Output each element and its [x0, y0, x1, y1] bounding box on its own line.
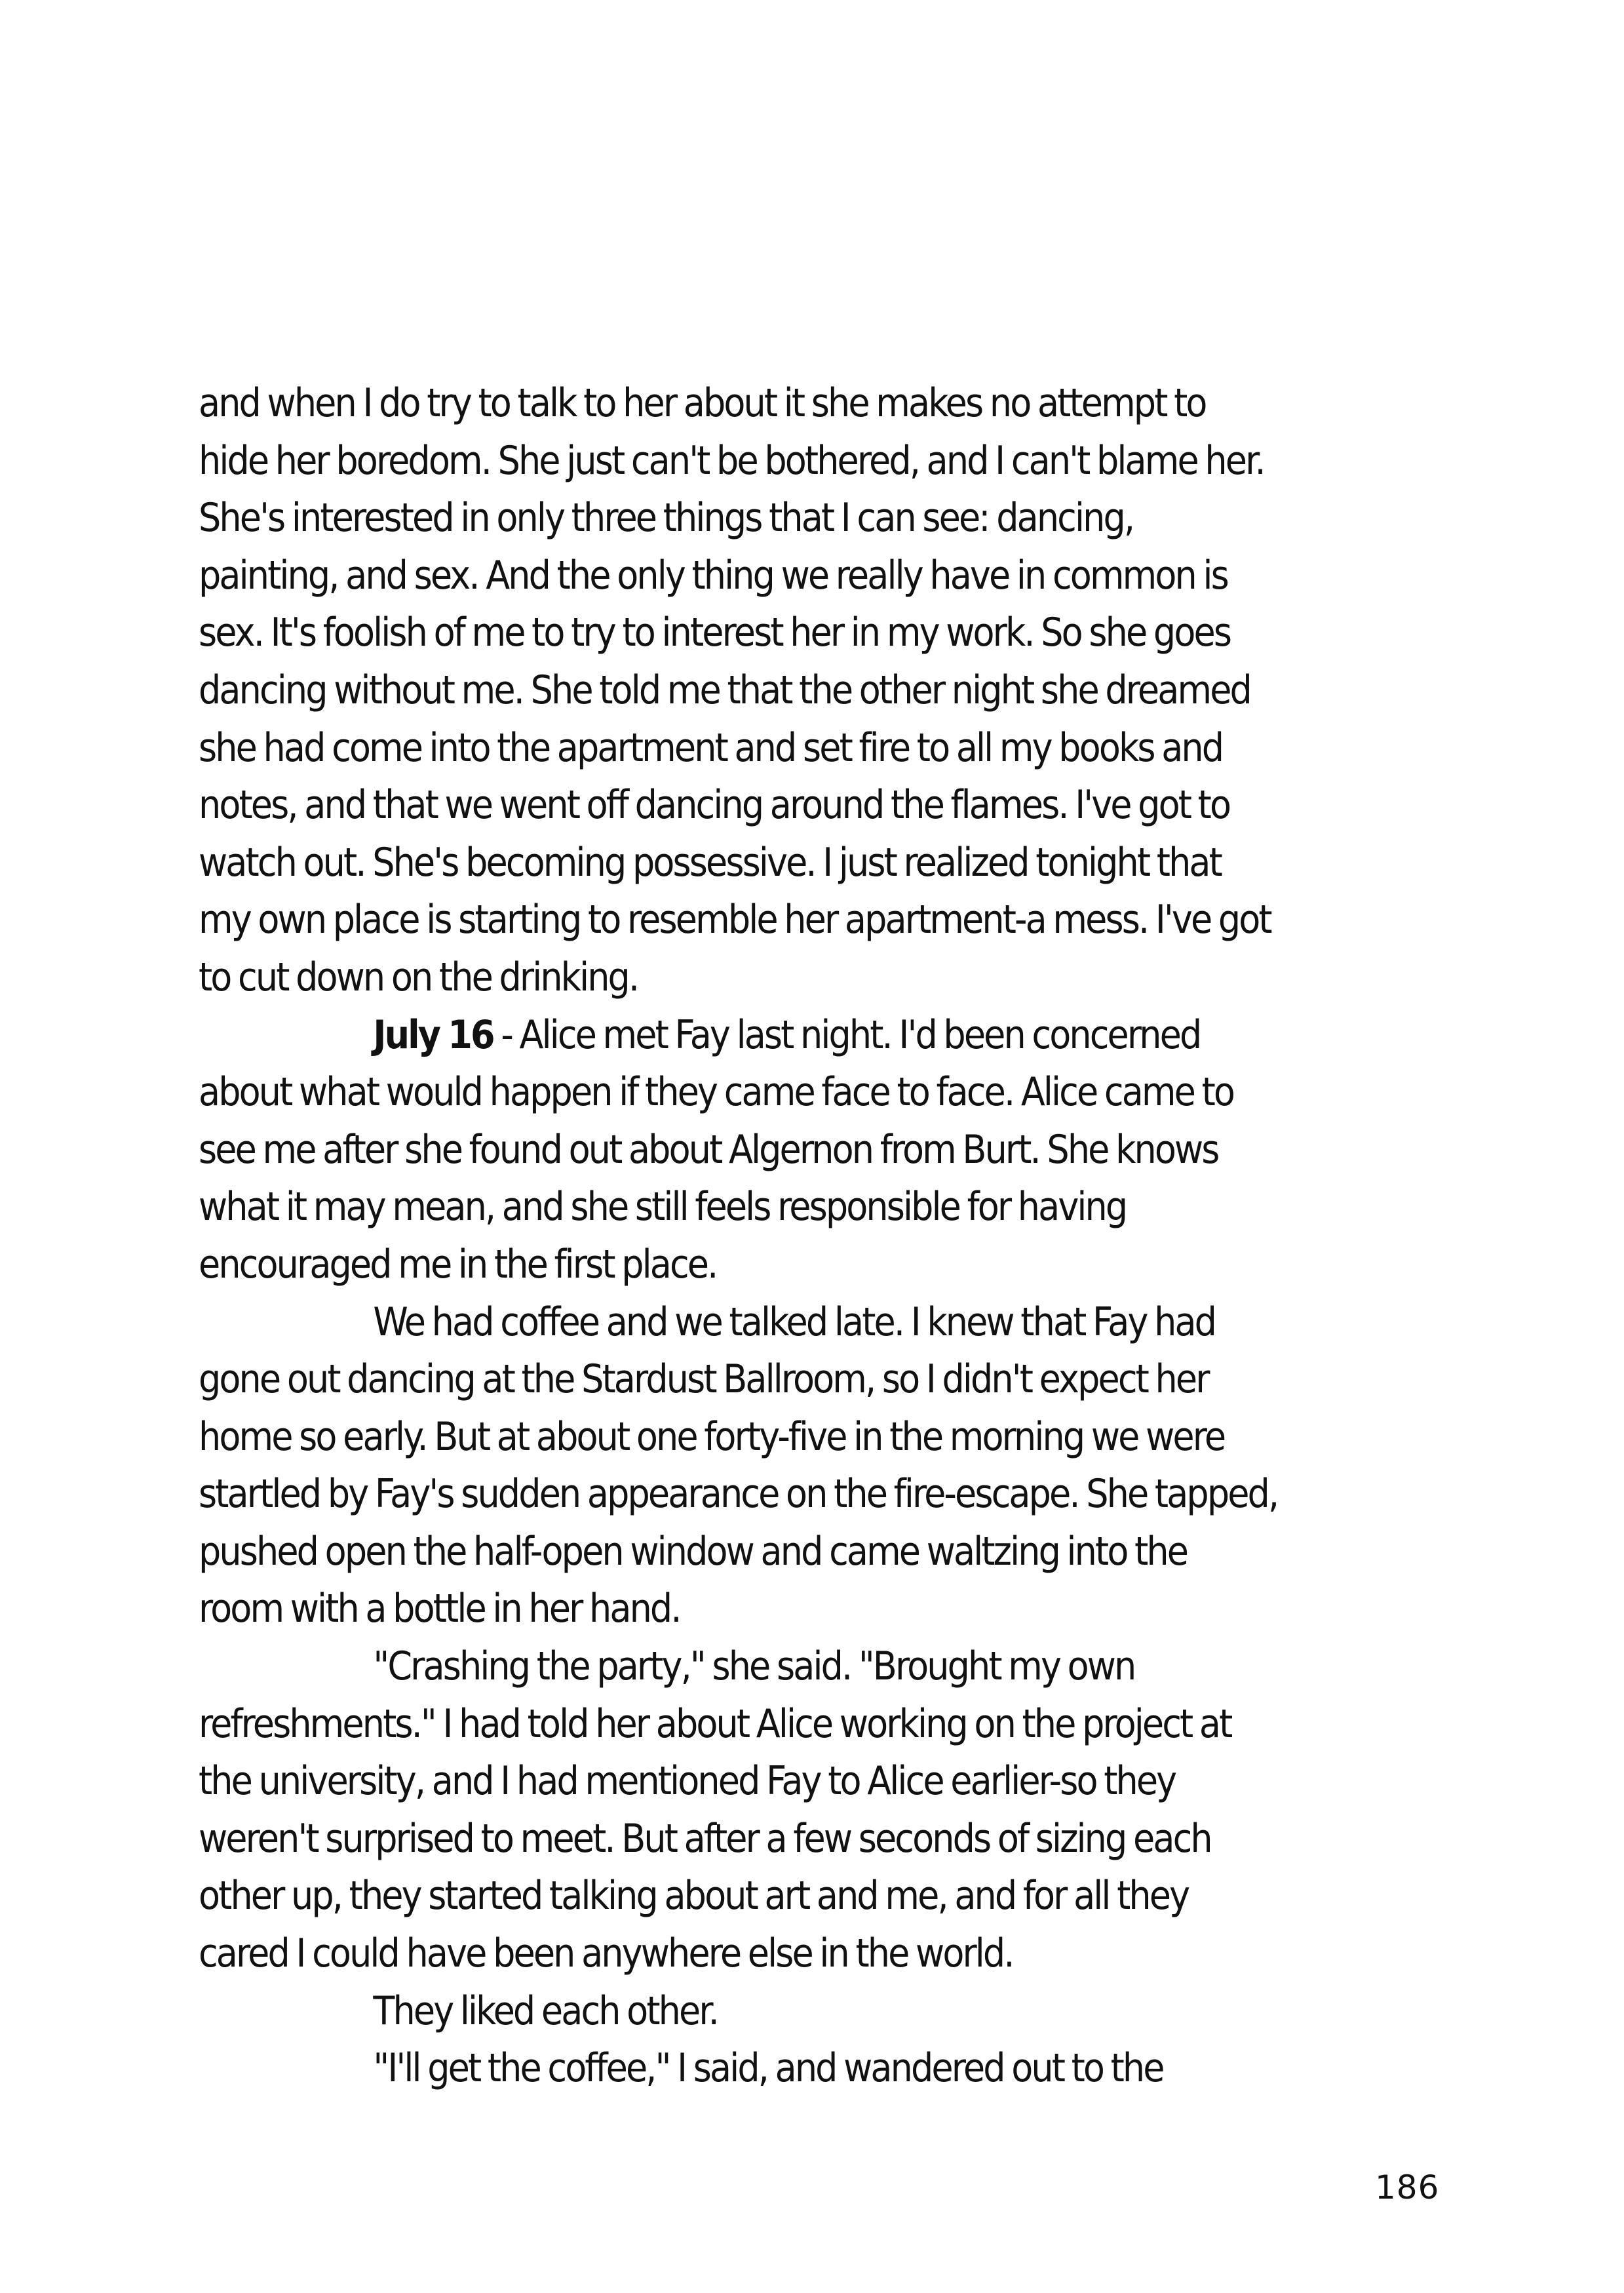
paragraph: [199, 1983, 1323, 2041]
paragraph: [199, 1294, 1323, 1639]
paragraph: [199, 1638, 1323, 1983]
text-line: what it may mean, and she still feels responsible for having: [199, 1184, 1127, 1230]
paragraph: [199, 2040, 1323, 2098]
text-line: We had coffee and we talked late. I knew that Fay had: [373, 1299, 1216, 1345]
text-line: to cut down on the drinking.: [199, 954, 638, 1000]
text-line: she had come into the apartment and set fire to all my books and: [199, 724, 1223, 771]
text-line: encouraged me in the first place.: [199, 1241, 717, 1287]
text-line: my own place is starting to resemble her apartment-a mess. I've got: [199, 897, 1271, 943]
entry-first-line-text: - Alice met Fay last night. I'd been concerned: [493, 1011, 1201, 1058]
text-line: refreshments." I had told her about Alice working on the project at: [199, 1700, 1231, 1747]
entry-first-line: [199, 1007, 1323, 1065]
diary-entry-paragraph: [199, 1007, 1323, 1294]
text-line: notes, and that we went off dancing around the flames. I've got to: [199, 782, 1230, 829]
entry-date: July 16: [373, 1011, 493, 1058]
text-line: hide her boredom. She just can't be bothered, and I can't blame her.: [199, 437, 1264, 484]
text-line: startled by Fay's sudden appearance on the fire-escape. She tapped,: [199, 1471, 1278, 1518]
text-line: other up, they started talking about art and me, and for all they: [199, 1873, 1189, 1919]
text-line: home so early. But at about one forty-five in the morning we were: [199, 1413, 1225, 1460]
text-line: gone out dancing at the Stardust Ballroom, so I didn't expect her: [199, 1356, 1208, 1403]
text-line: cared I could have been anywhere else in the world.: [199, 1930, 1013, 1977]
text-line: watch out. She's becoming possessive. I just realized tonight that: [199, 839, 1221, 886]
text-line: painting, and sex. And the only thing we really have in common is: [199, 552, 1228, 598]
text-line: "I'll get the coffee," I said, and wandered out to the: [373, 2045, 1163, 2092]
text-line: see me after she found out about Algernon from Burt. She knows: [199, 1126, 1218, 1173]
text-line: and when I do try to talk to her about it she makes no attempt to: [199, 380, 1206, 426]
page-number: 186: [1375, 2168, 1440, 2206]
text-line: "Crashing the party," she said. "Brought my own: [373, 1643, 1135, 1690]
text-line: room with a bottle in her hand.: [199, 1586, 680, 1632]
text-line: She's interested in only three things that I can see: dancing,: [199, 495, 1134, 541]
text-line: the university, and I had mentioned Fay to Alice earlier-so they: [199, 1758, 1176, 1805]
text-line: about what would happen if they came face to face. Alice came to: [199, 1069, 1234, 1116]
text-line: They liked each other.: [373, 1988, 718, 2034]
text-line: dancing without me. She told me that the other night she dreamed: [199, 667, 1250, 713]
text-line: sex. It's foolish of me to try to interest her in my work. So she goes: [199, 610, 1231, 656]
text-line: weren't surprised to meet. But after a few seconds of sizing each: [199, 1815, 1211, 1862]
paragraph-continued: [199, 375, 1323, 1007]
body-text: [199, 375, 1323, 2098]
text-line: pushed open the half-open window and came waltzing into the: [199, 1528, 1188, 1575]
